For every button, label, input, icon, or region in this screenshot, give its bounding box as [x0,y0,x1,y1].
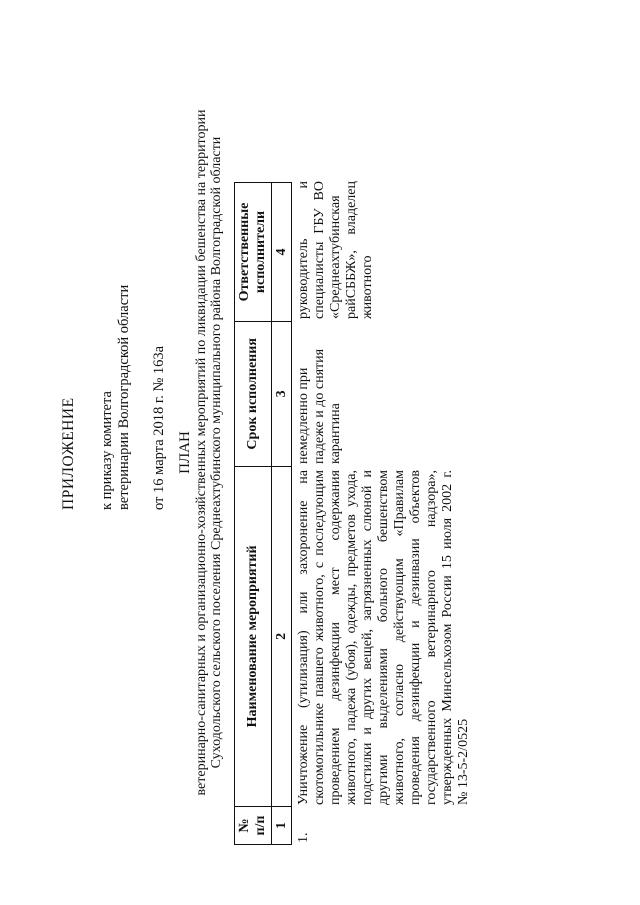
row-term: немедленно при падеже и до снятия карантина [296,348,343,464]
row-action: Уничтожение (утилизация) или захоронение на скотомогильнике павшего животного, с последующим проведением дезинфекции мест содержания животного, падежа (убоя), одежды, предметов ухода, подстилки и других вещей, загрязненных слюной и другими выделениями больного бешенством животного, согласно действующим «Правилам проведения дезинфекции и дезинвазии объектов государственного ветеринарного надзора», утвержденных Минсельхозом России 15 июля 2002 г. № 13-5-2/0525 [296,470,471,805]
table-header-row [235,183,272,845]
row-number: 1. [296,832,311,843]
header-number: № п/п [235,807,272,845]
header-term: Срок исполнения [235,321,272,466]
row-responsible: руководитель и специалисты ГБУ ВО «Среднеахтубинская райСББЖ», владелец животного [296,181,375,319]
plan-table [234,182,292,845]
table-number-row [272,183,292,845]
appendix-header [60,90,168,510]
plan-subtitle-2: Суходольского сельского поселения Среднеахтубинского муниципального района Волгоградской области [209,136,224,769]
plan-heading [178,0,224,905]
column-number: 1 [272,807,292,845]
appendix-line-1: к приказу комитета [99,391,115,510]
appendix-date: от 16 марта 2018 г. № 163а [151,345,167,510]
header-responsible: Ответственные исполнители [235,183,272,322]
plan-subtitle-1: ветеринарно-санитарных и организационно-хозяйственных мероприятий по ликвидации бешенства на территории [194,109,209,796]
column-number: 4 [272,183,292,322]
plan-title: ПЛАН [177,431,193,474]
column-number: 2 [272,466,292,806]
header-action: Наименование мероприятий [235,466,272,806]
appendix-title: ПРИЛОЖЕНИЕ [60,397,77,510]
appendix-line-2: ветеринарии Волгоградской области [116,284,132,510]
column-number: 3 [272,321,292,466]
